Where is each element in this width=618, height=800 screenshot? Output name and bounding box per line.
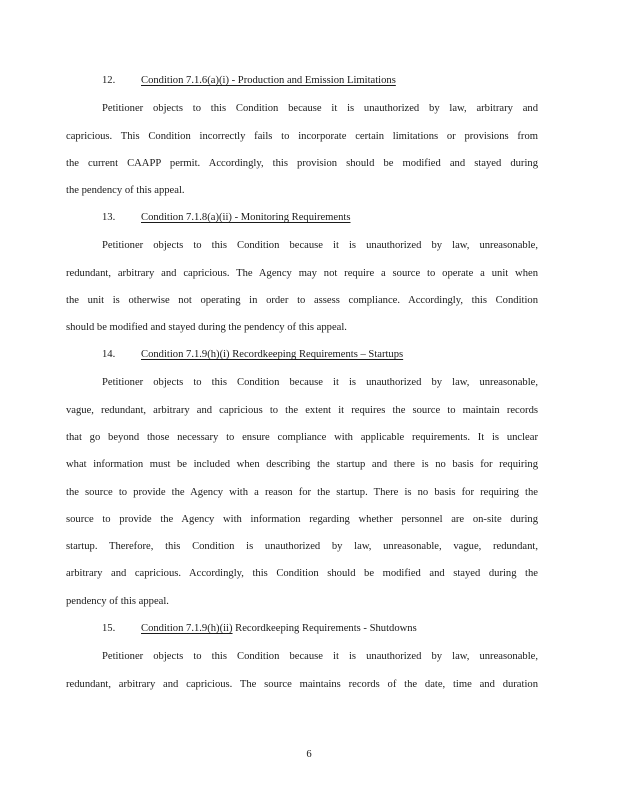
paragraph-line: Petitioner objects to this Condition because it is unauthorized by law, arbitrary and [102,103,538,114]
section-number: 12. [102,75,116,86]
paragraph-line: the current CAAPP permit. Accordingly, this provision should be modified and stayed during [66,158,538,169]
paragraph-line: capricious. This Condition incorrectly fails to incorporate certain limitations or provisions from [66,131,538,142]
section-title [141,211,351,225]
paragraph-line: should be modified and stayed during the pendency of this appeal. [66,322,347,333]
section-title [141,622,417,636]
paragraph-line: Petitioner objects to this Condition because it is unauthorized by law, unreasonable, [102,651,538,662]
section-title-underlined: Condition 7.1.8(a)(ii) - Monitoring Requirements [141,212,351,223]
page-number: 6 [306,749,312,760]
paragraph-line: Petitioner objects to this Condition because it is unauthorized by law, unreasonable, [102,240,538,251]
section-title [141,74,396,88]
paragraph-line: vague, redundant, arbitrary and capricious to the extent it requires the source to maintain records [66,405,538,416]
section-title-underlined: Condition 7.1.6(a)(i) - Production and Emission Limitations [141,75,396,86]
paragraph-line: Petitioner objects to this Condition because it is unauthorized by law, unreasonable, [102,377,538,388]
paragraph-line: arbitrary and capricious. Accordingly, this Condition should be modified and stayed during the [66,568,538,579]
section-number: 13. [102,212,116,223]
section-title-underlined: Condition 7.1.9(h)(i) Recordkeeping Requirements – Startups [141,349,404,360]
section-number: 15. [102,623,116,634]
paragraph-line: the source to provide the Agency with a reason for the startup. There is no basis for requiring the [66,487,538,498]
paragraph-line: pendency of this appeal. [66,596,169,607]
paragraph-line: redundant, arbitrary and capricious. The source maintains records of the date, time and duration [66,679,538,690]
paragraph-line: that go beyond those necessary to ensure compliance with applicable requirements. It is unclear [66,432,538,443]
paragraph-line: source to provide the Agency with information regarding whether personnel are on-site during [66,514,538,525]
section-title-underlined: Condition 7.1.9(h)(ii) [141,623,233,634]
section-title-plain: Recordkeeping Requirements - Shutdowns [232,623,417,634]
section-title [141,348,403,362]
paragraph-line: startup. Therefore, this Condition is unauthorized by law, unreasonable, vague, redundant, [66,541,538,552]
section-number: 14. [102,349,116,360]
paragraph-line: the pendency of this appeal. [66,185,185,196]
paragraph-line: redundant, arbitrary and capricious. The Agency may not require a source to operate a unit when [66,268,538,279]
paragraph-line: the unit is otherwise not operating in order to assess compliance. Accordingly, this Condition [66,295,538,306]
paragraph-line: what information must be included when describing the startup and there is no basis for requiring [66,459,538,470]
